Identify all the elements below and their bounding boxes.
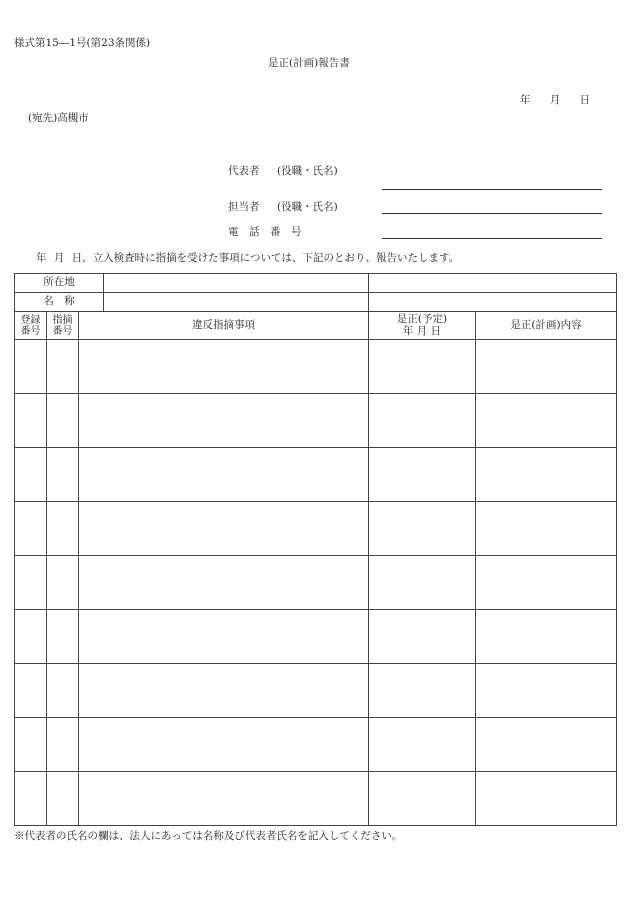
- location-label: 所在地: [15, 274, 104, 292]
- cell-violation[interactable]: [79, 610, 369, 664]
- cell-item-no[interactable]: [47, 610, 79, 664]
- cell-item-no[interactable]: [47, 772, 79, 826]
- form-number: 様式第15―1号(第23条関係): [14, 37, 151, 49]
- cell-correction-date[interactable]: [369, 340, 476, 394]
- table-row: [15, 394, 617, 448]
- table-row: [15, 772, 617, 826]
- person-in-charge-hint: (役職・氏名): [277, 201, 338, 213]
- cell-item-no[interactable]: [47, 340, 79, 394]
- representative-label: 代表者: [228, 165, 260, 177]
- statement: 年 月 日、立入検査時に指摘を受けた事項については、下記のとおり、報告いたします。: [36, 252, 460, 264]
- person-in-charge-label: 担当者: [228, 201, 260, 213]
- footnote: ※代表者の氏名の欄は、法人にあっては名称及び代表者氏名を記入してください。: [14, 830, 403, 842]
- cell-correction-date[interactable]: [369, 718, 476, 772]
- cell-correction-content[interactable]: [476, 718, 617, 772]
- location-value[interactable]: [104, 274, 368, 292]
- phone-label: 電 話 番 号: [228, 226, 302, 238]
- name-value-ext[interactable]: [369, 293, 617, 312]
- cell-violation[interactable]: [79, 340, 369, 394]
- header-registration-no: 登録番号: [15, 312, 47, 340]
- cell-item-no[interactable]: [47, 556, 79, 610]
- header-violation: 違反指摘事項: [79, 312, 369, 340]
- cell-violation[interactable]: [79, 772, 369, 826]
- cell-registration-no[interactable]: [15, 340, 47, 394]
- cell-correction-date[interactable]: [369, 448, 476, 502]
- table-header-row: [15, 312, 617, 340]
- cell-item-no[interactable]: [47, 394, 79, 448]
- cell-registration-no[interactable]: [15, 718, 47, 772]
- table-row: [15, 448, 617, 502]
- cell-item-no[interactable]: [47, 448, 79, 502]
- cell-registration-no[interactable]: [15, 448, 47, 502]
- cell-correction-content[interactable]: [476, 556, 617, 610]
- person-in-charge-line: [382, 213, 602, 214]
- cell-correction-content[interactable]: [476, 664, 617, 718]
- date-label: 年 月 日: [520, 94, 591, 106]
- header-correction-content: 是正(計画)内容: [476, 312, 617, 340]
- cell-violation[interactable]: [79, 556, 369, 610]
- cell-correction-content[interactable]: [476, 772, 617, 826]
- cell-item-no[interactable]: [47, 664, 79, 718]
- cell-correction-date[interactable]: [369, 610, 476, 664]
- location-value-ext[interactable]: [369, 274, 617, 293]
- cell-item-no[interactable]: [47, 502, 79, 556]
- cell-registration-no[interactable]: [15, 772, 47, 826]
- table-row: [15, 610, 617, 664]
- representative-hint: (役職・氏名): [277, 165, 338, 177]
- name-value[interactable]: [104, 293, 368, 311]
- cell-registration-no[interactable]: [15, 664, 47, 718]
- cell-correction-content[interactable]: [476, 394, 617, 448]
- cell-correction-content[interactable]: [476, 610, 617, 664]
- representative-line: [382, 189, 602, 190]
- cell-violation[interactable]: [79, 448, 369, 502]
- cell-item-no[interactable]: [47, 718, 79, 772]
- table-row: [15, 502, 617, 556]
- name-label: 名 称: [15, 293, 104, 311]
- table-row: [15, 718, 617, 772]
- cell-correction-date[interactable]: [369, 394, 476, 448]
- report-table: [14, 273, 617, 826]
- page-title: 是正(計画)報告書: [268, 57, 350, 69]
- table-row: [15, 664, 617, 718]
- cell-correction-content[interactable]: [476, 448, 617, 502]
- name-row: [15, 293, 617, 312]
- cell-correction-date[interactable]: [369, 664, 476, 718]
- cell-correction-content[interactable]: [476, 502, 617, 556]
- cell-correction-date[interactable]: [369, 556, 476, 610]
- addressee: (宛先)高槻市: [28, 112, 89, 124]
- cell-registration-no[interactable]: [15, 502, 47, 556]
- table-row: [15, 556, 617, 610]
- phone-line: [382, 238, 602, 239]
- cell-registration-no[interactable]: [15, 394, 47, 448]
- cell-correction-content[interactable]: [476, 340, 617, 394]
- header-correction-date: 是正(予定) 年 月 日: [369, 312, 476, 340]
- cell-registration-no[interactable]: [15, 556, 47, 610]
- cell-violation[interactable]: [79, 664, 369, 718]
- cell-violation[interactable]: [79, 502, 369, 556]
- cell-correction-date[interactable]: [369, 502, 476, 556]
- cell-violation[interactable]: [79, 394, 369, 448]
- location-row: [15, 274, 617, 293]
- header-item-no: 指摘番号: [47, 312, 79, 340]
- cell-correction-date[interactable]: [369, 772, 476, 826]
- table-row: [15, 340, 617, 394]
- cell-registration-no[interactable]: [15, 610, 47, 664]
- cell-violation[interactable]: [79, 718, 369, 772]
